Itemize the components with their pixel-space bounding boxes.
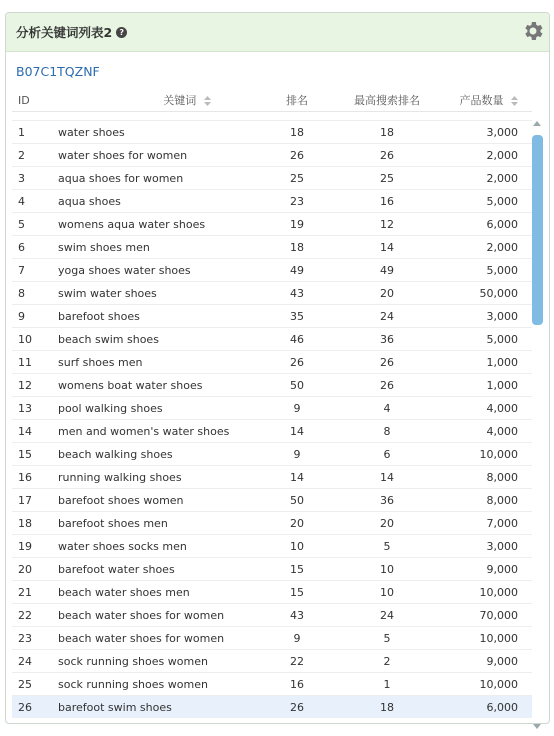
keyword-list-panel [5, 12, 550, 724]
table-row[interactable] [12, 327, 532, 350]
cell-best-rank: 14 [380, 470, 394, 484]
cell-product-count: 1,000 [486, 378, 518, 392]
cell-product-count: 5,000 [486, 263, 518, 277]
table-row[interactable] [12, 580, 532, 603]
table-row[interactable] [12, 557, 532, 580]
cell-best-rank: 5 [383, 631, 391, 645]
cell-keyword: beach water shoes men [58, 585, 190, 599]
scrollbar[interactable] [532, 121, 543, 731]
table-row[interactable] [12, 419, 532, 442]
cell-rank: 9 [293, 447, 301, 461]
table-row[interactable] [12, 258, 532, 281]
cell-rank: 46 [290, 332, 304, 346]
table-row[interactable] [12, 442, 532, 465]
cell-rank: 9 [293, 631, 301, 645]
col-header-id: ID [18, 93, 30, 107]
cell-rank: 49 [290, 263, 304, 277]
cell-best-rank: 18 [380, 700, 394, 714]
cell-rank: 18 [290, 125, 304, 139]
cell-rank: 50 [290, 493, 304, 507]
cell-best-rank: 6 [383, 447, 391, 461]
table-row[interactable] [12, 465, 532, 488]
col-header-product-count-label: 产品数量 [459, 94, 504, 107]
cell-keyword: water shoes for women [58, 148, 188, 162]
cell-product-count: 5,000 [486, 194, 518, 208]
cell-product-count: 3,000 [486, 309, 518, 323]
cell-product-count: 2,000 [486, 148, 518, 162]
cell-keyword: aqua shoes [58, 194, 121, 208]
table-row[interactable] [12, 212, 532, 235]
cell-id: 4 [18, 194, 25, 208]
cell-best-rank: 14 [380, 240, 394, 254]
cell-rank: 9 [293, 401, 301, 415]
asin-link[interactable]: B07C1TQZNF [16, 64, 100, 79]
cell-rank: 14 [290, 470, 304, 484]
cell-product-count: 6,000 [486, 700, 518, 714]
table-header [12, 89, 532, 112]
cell-best-rank: 2 [383, 654, 391, 668]
table-row[interactable] [12, 143, 532, 166]
cell-product-count: 5,000 [486, 332, 518, 346]
cell-product-count: 7,000 [486, 516, 518, 530]
cell-id: 21 [18, 585, 32, 599]
cell-best-rank: 24 [380, 608, 394, 622]
cell-rank: 23 [290, 194, 304, 208]
col-header-best-rank: 最高搜索排名 [354, 94, 420, 107]
cell-id: 2 [18, 148, 25, 162]
table-row[interactable] [12, 396, 532, 419]
table-row[interactable] [12, 189, 532, 212]
cell-best-rank: 10 [380, 585, 394, 599]
cell-best-rank: 20 [380, 516, 394, 530]
table-row[interactable] [12, 649, 532, 672]
cell-keyword: water shoes socks men [58, 539, 187, 553]
cell-keyword: surf shoes men [58, 355, 143, 369]
cell-id: 15 [18, 447, 32, 461]
cell-keyword: swim water shoes [58, 286, 157, 300]
cell-best-rank: 49 [380, 263, 394, 277]
cell-id: 9 [18, 309, 25, 323]
cell-id: 16 [18, 470, 32, 484]
cell-id: 1 [18, 125, 25, 139]
cell-id: 5 [18, 217, 25, 231]
cell-id: 7 [18, 263, 25, 277]
cell-keyword: womens aqua water shoes [58, 217, 206, 231]
question-circle-icon[interactable]: ? [116, 27, 127, 38]
cell-rank: 22 [290, 654, 304, 668]
col-header-keyword-label: 关键词 [163, 94, 197, 107]
table-body [12, 120, 532, 718]
cell-product-count: 6,000 [486, 217, 518, 231]
col-header-rank: 排名 [286, 94, 308, 107]
table-row[interactable] [12, 350, 532, 373]
cell-product-count: 8,000 [486, 470, 518, 484]
table-row[interactable] [12, 304, 532, 327]
cell-rank: 26 [290, 700, 304, 714]
table-row[interactable] [12, 166, 532, 189]
cell-id: 22 [18, 608, 32, 622]
cell-id: 20 [18, 562, 32, 576]
cell-rank: 10 [290, 539, 304, 553]
cell-rank: 43 [290, 608, 304, 622]
cell-rank: 26 [290, 355, 304, 369]
cell-id: 12 [18, 378, 32, 392]
cell-product-count: 10,000 [479, 585, 518, 599]
table-row[interactable] [12, 235, 532, 258]
cell-id: 10 [18, 332, 32, 346]
cell-id: 23 [18, 631, 32, 645]
cell-product-count: 9,000 [486, 654, 518, 668]
cell-best-rank: 26 [380, 148, 394, 162]
panel-title: 分析关键词列表2 [16, 25, 113, 40]
col-header-keyword[interactable] [52, 92, 262, 108]
cell-product-count: 2,000 [486, 171, 518, 185]
cell-keyword: barefoot swim shoes [58, 700, 172, 714]
cell-id: 25 [18, 677, 32, 691]
cell-keyword: swim shoes men [58, 240, 150, 254]
cell-best-rank: 5 [383, 539, 391, 553]
cell-best-rank: 8 [383, 424, 391, 438]
cell-best-rank: 12 [380, 217, 394, 231]
cell-keyword: yoga shoes water shoes [58, 263, 191, 277]
cell-keyword: barefoot shoes women [58, 493, 184, 507]
cell-id: 13 [18, 401, 32, 415]
cell-keyword: beach water shoes for women [58, 631, 225, 645]
cell-id: 6 [18, 240, 25, 254]
cell-product-count: 70,000 [479, 608, 518, 622]
col-header-product-count[interactable] [442, 92, 522, 108]
scrollbar-thumb[interactable] [532, 135, 543, 325]
cell-id: 14 [18, 424, 32, 438]
table-row[interactable] [12, 695, 532, 718]
cell-rank: 50 [290, 378, 304, 392]
cell-rank: 18 [290, 240, 304, 254]
cell-product-count: 10,000 [479, 677, 518, 691]
cell-keyword: aqua shoes for women [58, 171, 184, 185]
cell-rank: 35 [290, 309, 304, 323]
cell-id: 18 [18, 516, 32, 530]
cell-product-count: 10,000 [479, 631, 518, 645]
table-row[interactable] [12, 626, 532, 649]
table-row[interactable] [12, 511, 532, 534]
cell-keyword: barefoot water shoes [58, 562, 175, 576]
cell-rank: 20 [290, 516, 304, 530]
cell-product-count: 10,000 [479, 447, 518, 461]
cell-rank: 15 [290, 562, 304, 576]
cell-rank: 15 [290, 585, 304, 599]
cell-keyword: womens boat water shoes [58, 378, 203, 392]
table-row[interactable] [12, 373, 532, 396]
cell-best-rank: 36 [380, 493, 394, 507]
cell-best-rank: 20 [380, 286, 394, 300]
table-row[interactable] [12, 281, 532, 304]
cell-best-rank: 10 [380, 562, 394, 576]
table-row[interactable] [12, 488, 532, 511]
cell-keyword: sock running shoes women [58, 677, 208, 691]
cell-keyword: running walking shoes [58, 470, 182, 484]
panel-header [6, 13, 549, 52]
sort-icon[interactable] [511, 96, 518, 106]
table-row[interactable] [12, 534, 532, 557]
cell-id: 17 [18, 493, 32, 507]
cell-keyword: pool walking shoes [58, 401, 163, 415]
cell-product-count: 3,000 [486, 539, 518, 553]
cell-id: 8 [18, 286, 25, 300]
cell-rank: 25 [290, 171, 304, 185]
scroll-down-arrow-icon[interactable] [533, 724, 541, 729]
cell-keyword: beach water shoes for women [58, 608, 225, 622]
cell-id: 26 [18, 700, 32, 714]
cell-best-rank: 26 [380, 378, 394, 392]
table-row[interactable] [12, 120, 532, 143]
cell-keyword: beach swim shoes [58, 332, 159, 346]
cell-best-rank: 26 [380, 355, 394, 369]
table-row[interactable] [12, 672, 532, 695]
cell-keyword: men and women's water shoes [58, 424, 230, 438]
cell-best-rank: 36 [380, 332, 394, 346]
gear-icon[interactable] [521, 19, 545, 43]
cell-product-count: 3,000 [486, 125, 518, 139]
cell-best-rank: 18 [380, 125, 394, 139]
cell-keyword: beach walking shoes [58, 447, 173, 461]
keyword-table [12, 89, 532, 721]
cell-keyword: water shoes [58, 125, 125, 139]
cell-rank: 43 [290, 286, 304, 300]
cell-keyword: barefoot shoes men [58, 516, 168, 530]
cell-rank: 26 [290, 148, 304, 162]
cell-id: 24 [18, 654, 32, 668]
cell-rank: 16 [290, 677, 304, 691]
cell-product-count: 50,000 [479, 286, 518, 300]
cell-id: 11 [18, 355, 32, 369]
cell-id: 3 [18, 171, 25, 185]
cell-product-count: 9,000 [486, 562, 518, 576]
table-row[interactable] [12, 603, 532, 626]
cell-product-count: 4,000 [486, 401, 518, 415]
cell-product-count: 1,000 [486, 355, 518, 369]
cell-best-rank: 1 [383, 677, 391, 691]
scroll-up-arrow-icon[interactable] [533, 121, 541, 126]
cell-keyword: barefoot shoes [58, 309, 140, 323]
cell-rank: 19 [290, 217, 304, 231]
cell-product-count: 2,000 [486, 240, 518, 254]
cell-id: 19 [18, 539, 32, 553]
cell-product-count: 8,000 [486, 493, 518, 507]
sort-icon[interactable] [204, 96, 211, 106]
cell-best-rank: 25 [380, 171, 394, 185]
cell-keyword: sock running shoes women [58, 654, 208, 668]
cell-rank: 14 [290, 424, 304, 438]
cell-best-rank: 4 [383, 401, 391, 415]
cell-best-rank: 16 [380, 194, 394, 208]
cell-product-count: 4,000 [486, 424, 518, 438]
cell-best-rank: 24 [380, 309, 394, 323]
